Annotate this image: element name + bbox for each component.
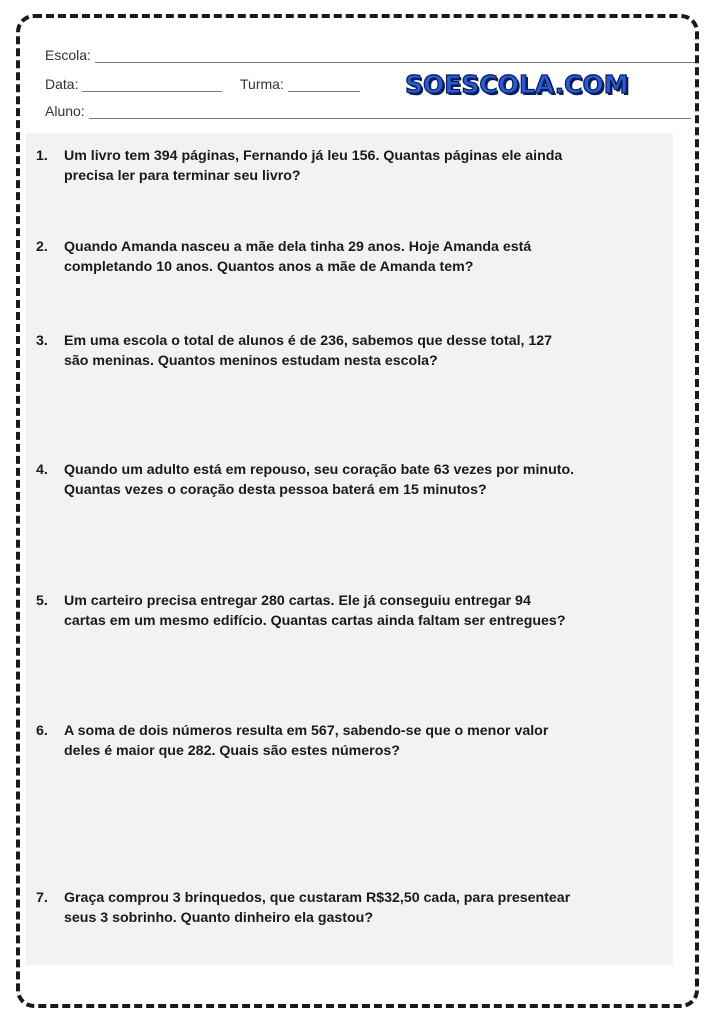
question-text: Graça comprou 3 brinquedos, que custaram R$32,50 cada, para presentear seus 3 sobrinho. Quanto dinheiro ela gastou? [64, 890, 571, 926]
question-4 [36, 461, 676, 500]
date-field [45, 76, 222, 92]
question-text: A soma de dois números resulta em 567, sabendo-se que o menor valor deles é maior que 282. Quais são estes números? [64, 723, 549, 759]
question-text: Quando Amanda nasceu a mãe dela tinha 29 anos. Hoje Amanda está completando 10 anos. Quantos anos a mãe de Amanda tem? [64, 239, 532, 275]
question-text: Um livro tem 394 páginas, Fernando já leu 156. Quantas páginas ele ainda precisa ler para terminar seu livro? [64, 148, 563, 184]
question-1 [36, 147, 676, 186]
question-6 [36, 722, 676, 761]
school-line[interactable] [95, 48, 695, 63]
question-number: 1. [36, 148, 48, 164]
soescola-logo: SOESCOLA.COM [405, 70, 629, 99]
question-text: Um carteiro precisa entregar 280 cartas. Ele já conseguiu entregar 94 cartas em um mesmo edifício. Quantas cartas ainda faltam ser entregues? [64, 593, 566, 629]
question-text: Em uma escola o total de alunos é de 236, sabemos que desse total, 127 são meninas. Quantos meninos estudam nesta escola? [64, 333, 553, 369]
question-number: 5. [36, 593, 48, 609]
question-2 [36, 238, 676, 277]
question-5 [36, 592, 676, 631]
date-label: Data: [45, 76, 79, 92]
question-number: 6. [36, 723, 48, 739]
question-number: 4. [36, 462, 48, 478]
class-line[interactable] [288, 77, 360, 92]
question-number: 3. [36, 333, 48, 349]
school-field [45, 47, 695, 63]
question-number: 2. [36, 239, 48, 255]
question-3 [36, 332, 676, 371]
student-line[interactable] [89, 104, 691, 119]
student-field [45, 103, 691, 119]
question-7 [36, 889, 676, 928]
question-text: Quando um adulto está em repouso, seu coração bate 63 vezes por minuto. Quantas vezes o coração desta pessoa baterá em 15 minutos? [64, 462, 575, 498]
class-label: Turma: [240, 76, 284, 92]
student-label: Aluno: [45, 103, 85, 119]
date-line[interactable] [82, 77, 222, 92]
school-label: Escola: [45, 47, 91, 63]
class-field [240, 76, 360, 92]
question-number: 7. [36, 890, 48, 906]
